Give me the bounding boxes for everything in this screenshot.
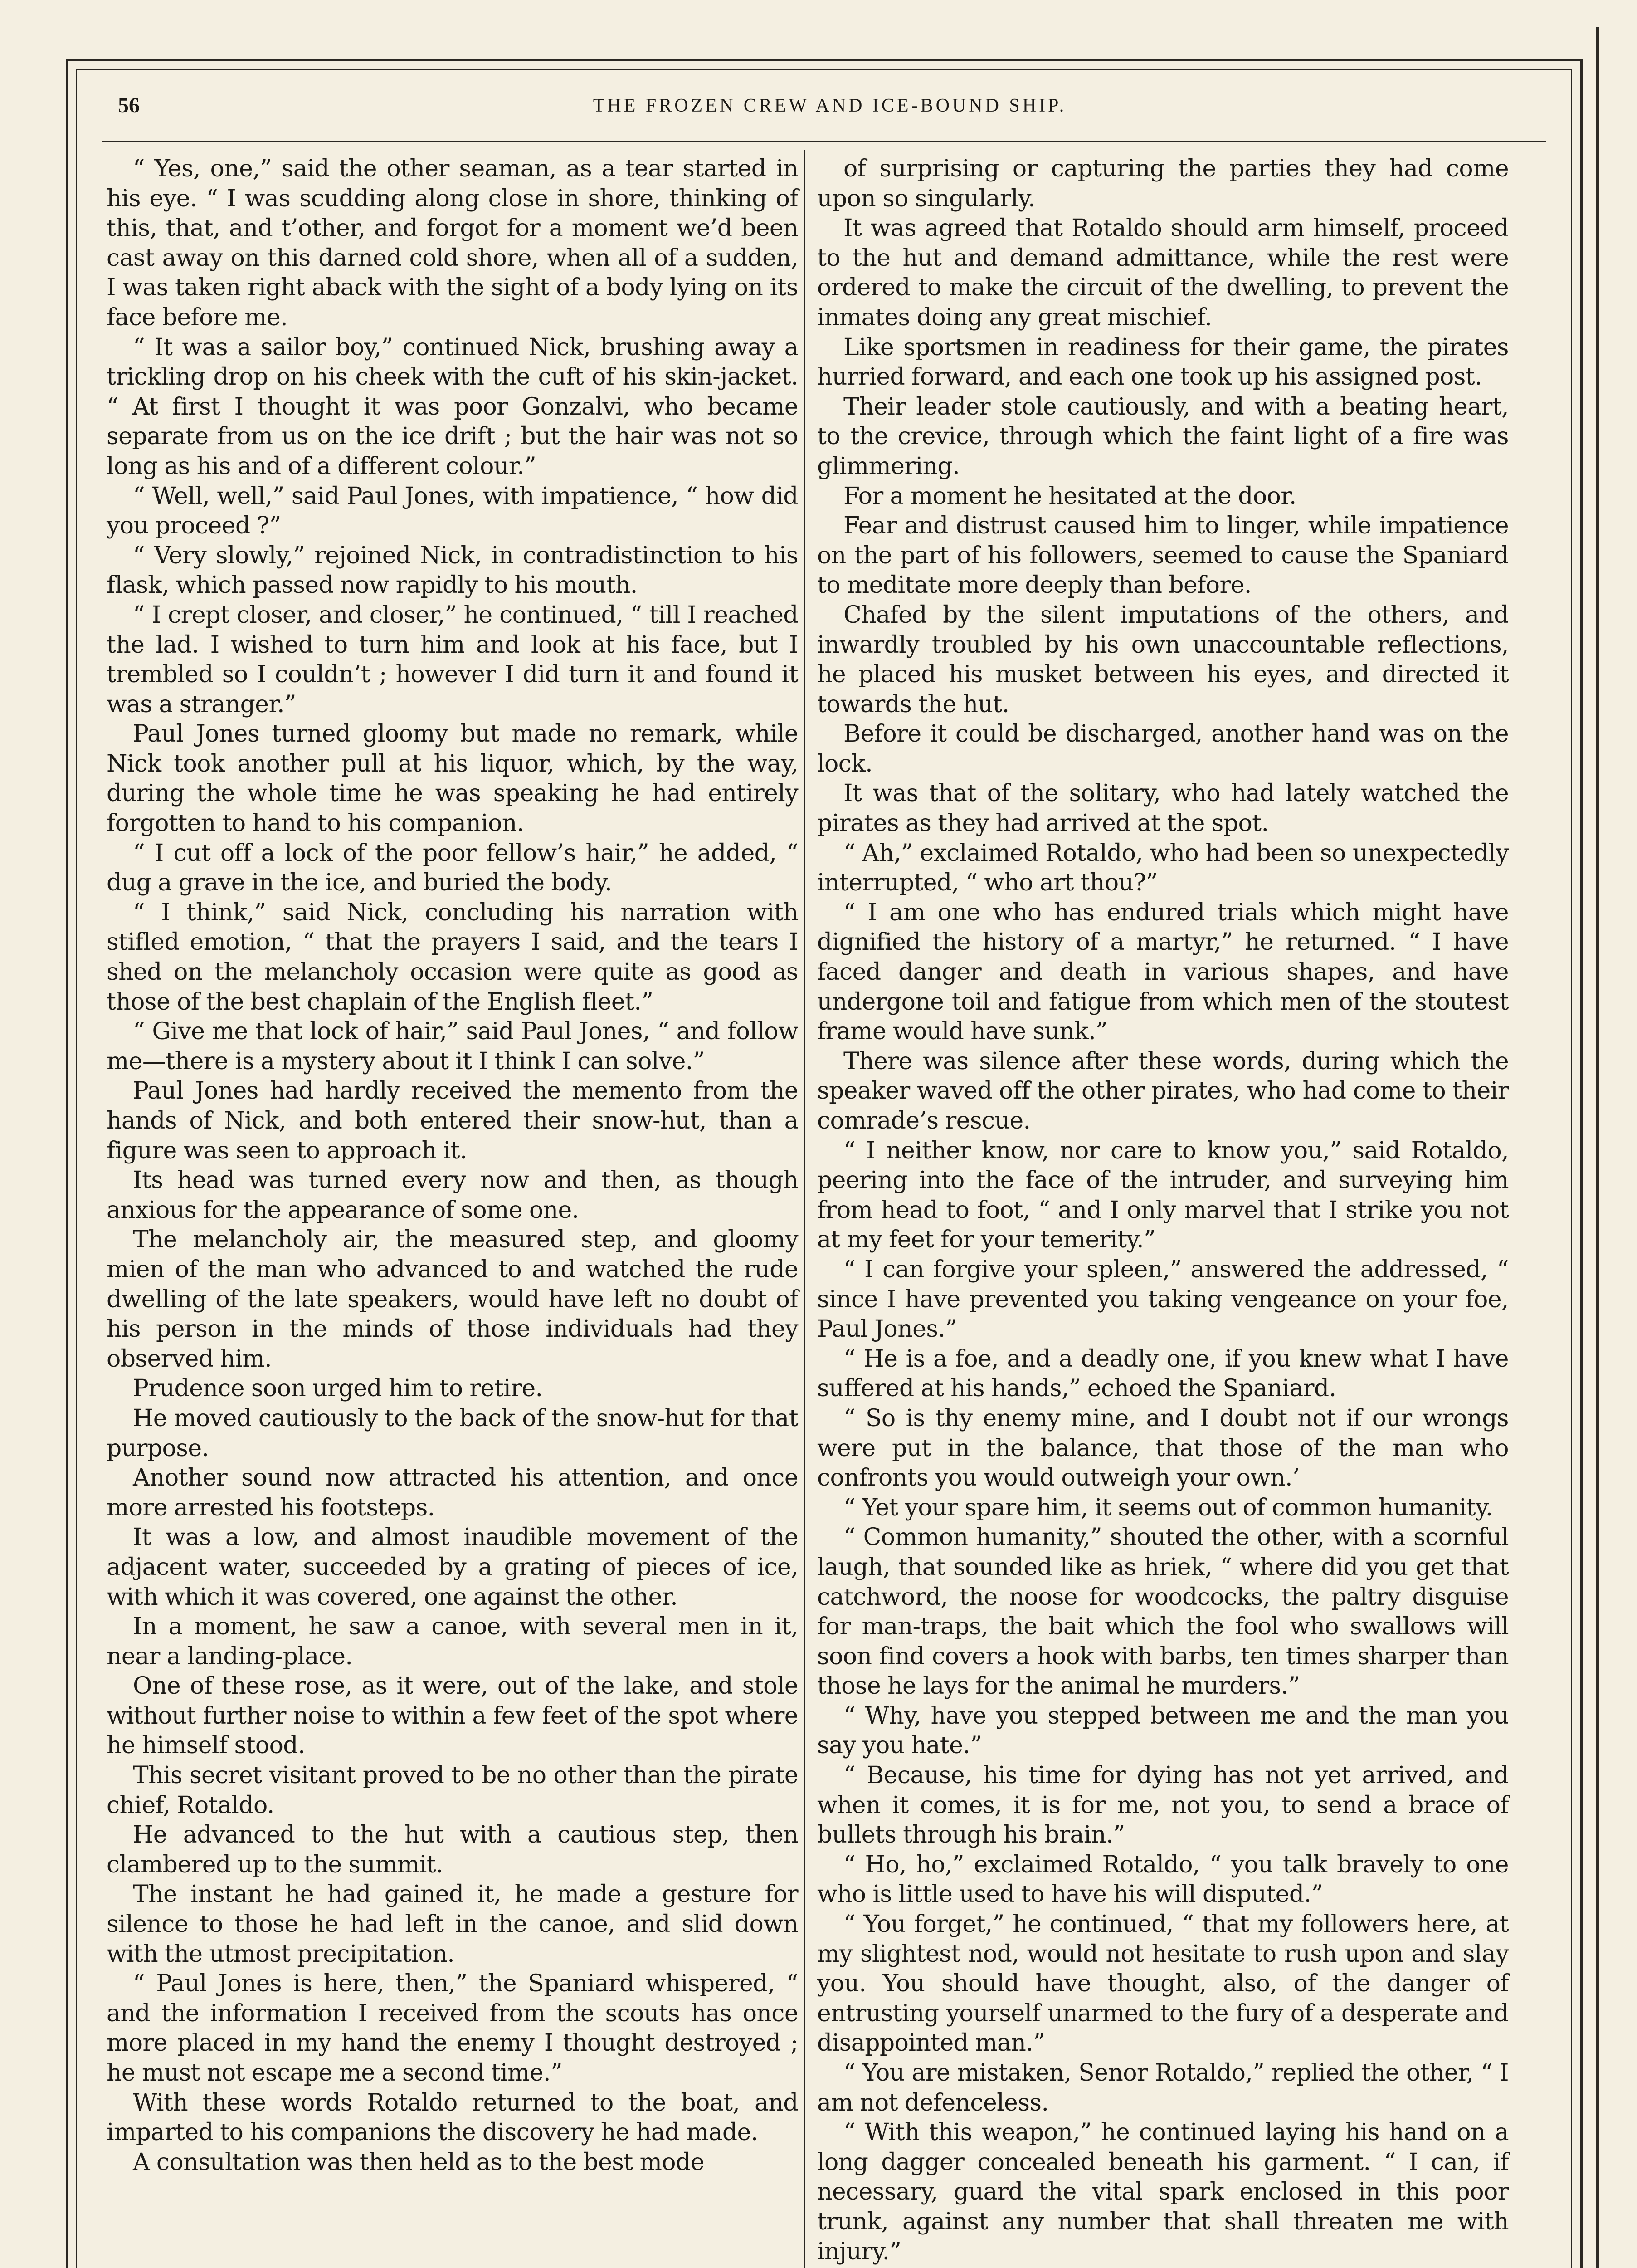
paragraph: One of these rose, as it were, out of the lake, and stole without further noise to within a few feet of the spot where he himself stood.: [107, 1672, 798, 1760]
paragraph: “ Well, well,” said Paul Jones, with impatience, “ how did you proceed ?”: [107, 482, 798, 540]
paragraph: “ Common humanity,” shouted the other, with a scornful laugh, that sounded like as hriek, “ where did you get that catchword, the noose for woodcocks, the paltry disguise for man-traps, the bait which the fool who swallows will soon find covers a hook with barbs, ten times sharper than those he lays for the animal he murders.”: [817, 1524, 1509, 1700]
header-rule: [102, 141, 1546, 142]
paragraph: “ Because, his time for dying has not yet arrived, and when it comes, it is for me, not you, to send a brace of bullets through his brain.”: [817, 1762, 1509, 1849]
paragraph: Fear and distrust caused him to linger, while impatience on the part of his followers, seemed to cause the Spaniard to meditate more deeply than before.: [817, 512, 1509, 599]
paragraph: He advanced to the hut with a cautious step, then clambered up to the summit.: [107, 1821, 798, 1878]
paragraph: Paul Jones had hardly received the memento from the hands of Nick, and both entered their snow-hut, than a figure was seen to approach it.: [107, 1077, 798, 1164]
paragraph: Their leader stole cautiously, and with a beating heart, to the crevice, through which the faint light of a fire was glimmering.: [817, 393, 1509, 480]
paragraph: It was agreed that Rotaldo should arm himself, proceed to the hut and demand admittance, while the rest were ordered to make the circuit of the dwelling, to prevent the inmates doing any great mischief.: [817, 215, 1509, 331]
paragraph: It was a low, and almost inaudible movement of the adjacent water, succeeded by a grating of pieces of ice, with which it was covered, one against the other.: [107, 1524, 798, 1611]
paragraph: “ I am one who has endured trials which might have dignified the history of a martyr,” he returned. “ I have faced danger and death in various shapes, and have undergone toil and fatigue from which men of the stoutest frame would have sunk.”: [817, 899, 1509, 1046]
paragraph: Paul Jones turned gloomy but made no remark, while Nick took another pull at his liquor, which, by the way, during the whole time he was speaking he had entirely forgotten to hand to his companion.: [107, 720, 798, 837]
paragraph: of surprising or capturing the parties they had come upon so singularly.: [817, 155, 1509, 212]
paragraph: Another sound now attracted his attention, and once more arrested his footsteps.: [107, 1464, 798, 1521]
paragraph: Its head was turned every now and then, as though anxious for the appearance of some one.: [107, 1167, 798, 1224]
paragraph: “ With this weapon,” he continued laying his hand on a long dagger concealed beneath his garment. “ I can, if necessary, guard the vital spark enclosed in this poor trunk, against any number that shall threaten me with injury.”: [817, 2119, 1509, 2265]
paragraph: Before it could be discharged, another hand was on the lock.: [817, 720, 1509, 777]
paragraph: “ So is thy enemy mine, and I doubt not if our wrongs were put in the balance, that those of the man who confronts you would outweigh your own.’: [817, 1404, 1509, 1492]
page-number: 56: [118, 93, 140, 117]
paragraph: “ I can forgive your spleen,” answered the addressed, “ since I have prevented you taking vengeance on your foe, Paul Jones.”: [817, 1256, 1509, 1343]
page-header: [118, 93, 1542, 129]
column-divider: [804, 150, 805, 2268]
paragraph: With these words Rotaldo returned to the boat, and imparted to his companions the discovery he had made.: [107, 2089, 798, 2146]
paragraph: Chafed by the silent imputations of the others, and inwardly troubled by his own unaccountable reflections, he placed his musket between his eyes, and directed it towards the hut.: [817, 601, 1509, 718]
paragraph: “ It was a sailor boy,” continued Nick, brushing away a trickling drop on his cheek with the cuft of his skin-jacket. “ At first I thought it was poor Gonzalvi, who became separate from us on the ice drift ; but the hair was not so long as his and of a different colour.”: [107, 333, 798, 480]
paragraph: “ You forget,” he continued, “ that my followers here, at my slightest nod, would not hesitate to rush upon and slay you. You should have thought, also, of the danger of entrusting yourself unarmed to the fury of a desperate and disappointed man.”: [817, 1911, 1509, 2057]
paragraph: “ I neither know, nor care to know you,” said Rotaldo, peering into the face of the intruder, and surveying him from head to foot, “ and I only marvel that I strike you not at my feet for your temerity.”: [817, 1137, 1509, 1254]
paragraph: There was silence after these words, during which the speaker waved off the other pirates, who had come to their comrade’s rescue.: [817, 1047, 1509, 1134]
paragraph: This secret visitant proved to be no other than the pirate chief, Rotaldo.: [107, 1762, 798, 1819]
paragraph: For a moment he hesitated at the door.: [843, 482, 1296, 510]
paragraph: “ I cut off a lock of the poor fellow’s hair,” he added, “ dug a grave in the ice, and buried the body.: [107, 839, 798, 897]
paragraph: “ Give me that lock of hair,” said Paul Jones, “ and follow me—there is a mystery about it I think I can solve.”: [107, 1018, 798, 1075]
running-title: THE FROZEN CREW AND ICE-BOUND SHIP.: [593, 95, 1067, 116]
binding-edge-rule: [1596, 27, 1599, 2268]
paragraph: “ Ho, ho,” exclaimed Rotaldo, “ you talk bravely to one who is little used to have his will disputed.”: [817, 1851, 1509, 1908]
paragraph: In a moment, he saw a canoe, with several men in it, near a landing-place.: [107, 1613, 798, 1670]
paragraph: He moved cautiously to the back of the snow-hut for that purpose.: [107, 1404, 798, 1462]
paragraph: “ I crept closer, and closer,” he continued, “ till I reached the lad. I wished to turn him and look at his face, but I trembled so I couldn’t ; however I did turn it and found it was a stranger.”: [107, 601, 798, 718]
paragraph: The instant he had gained it, he made a gesture for silence to those he had left in the canoe, and slid down with the utmost precipitation.: [107, 1881, 798, 1968]
left-column: [107, 154, 798, 2177]
paragraph: Like sportsmen in readiness for their game, the pirates hurried forward, and each one took up his assigned post.: [817, 333, 1509, 391]
paragraph: It was that of the solitary, who had lately watched the pirates as they had arrived at the spot.: [817, 780, 1509, 837]
paragraph: The melancholy air, the measured step, and gloomy mien of the man who advanced to and watched the rude dwelling of the late speakers, would have left no doubt of his person in the minds of those individuals had they observed him.: [107, 1226, 798, 1373]
paragraph: “ He is a foe, and a deadly one, if you knew what I have suffered at his hands,” echoed the Spaniard.: [817, 1345, 1509, 1403]
paragraph: “ Yes, one,” said the other seaman, as a tear started in his eye. “ I was scudding along close in shore, thinking of this, that, and t’other, and forgot for a moment we’d been cast away on this darned cold shore, when all of a sudden, I was taken right aback with the sight of a body lying on its face before me.: [107, 155, 798, 331]
paragraph: “ I think,” said Nick, concluding his narration with stifled emotion, “ that the prayers I said, and the tears I shed on the melancholy occasion were quite as good as those of the best chaplain of the English fleet.”: [107, 899, 798, 1016]
paragraph: “ Paul Jones is here, then,” the Spaniard whispered, “ and the information I received from the scouts has once more placed in my hand the enemy I thought destroyed ; he must not escape me a second time.”: [107, 1970, 798, 2087]
paragraph: A consultation was then held as to the best mode: [133, 2148, 704, 2176]
paragraph: “ You are mistaken, Senor Rotaldo,” replied the other, “ I am not defenceless.: [817, 2059, 1509, 2116]
paragraph: “ Ah,” exclaimed Rotaldo, who had been so unexpectedly interrupted, “ who art thou?”: [817, 839, 1509, 897]
paragraph: “ Yet your spare him, it seems out of common humanity.: [843, 1494, 1493, 1521]
right-column: [817, 154, 1509, 2267]
paragraph: “ Very slowly,” rejoined Nick, in contradistinction to his flask, which passed now rapidly to his mouth.: [107, 542, 798, 599]
paragraph: “ Why, have you stepped between me and the man you say you hate.”: [817, 1702, 1509, 1760]
paragraph: Prudence soon urged him to retire.: [133, 1375, 543, 1403]
